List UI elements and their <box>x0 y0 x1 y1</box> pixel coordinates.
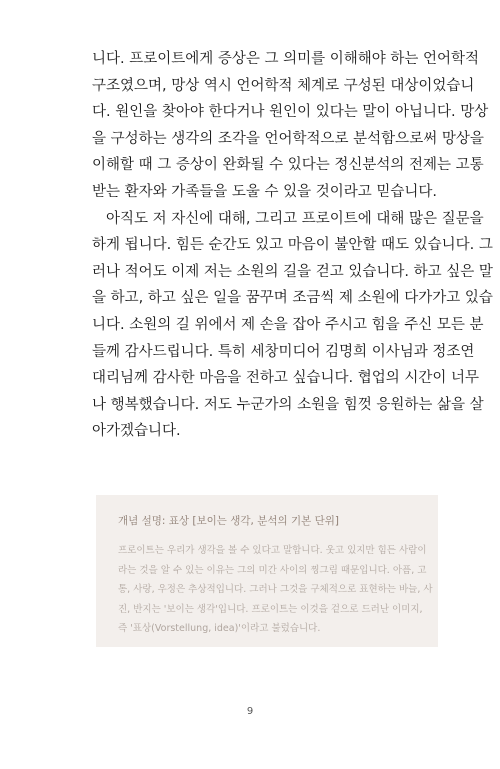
text-line: 아가겠습니다. <box>92 423 181 440</box>
concept-box-title: 개념 설명: 표상 [보이는 생각, 분석의 기본 단위] <box>118 515 340 527</box>
text-line: 을 구성하는 생각의 조각을 언어학적으로 분석함으로써 망상을 <box>92 130 484 147</box>
page-number: 9 <box>246 706 254 717</box>
concept-box <box>96 495 438 647</box>
concept-box-body <box>118 541 433 639</box>
text-line: 나 행복했습니다. 저도 누군가의 소원을 힘껏 응원하는 삶을 살 <box>92 396 484 413</box>
text-line: 구조였으며, 망상 역시 언어학적 체계로 구성된 대상이었습니 <box>92 77 475 94</box>
concept-line: 라는 것을 알 수 있는 이유는 그의 미간 사이의 찡그림 때문입니다. 아픔, 고 <box>118 564 427 576</box>
text-line: 아직도 저 자신에 대해, 그리고 프로이트에 대해 많은 질문을 <box>106 210 484 227</box>
text-line: 다. 원인을 찾아야 한다거나 원인이 있다는 말이 아닙니다. 망상 <box>92 104 489 121</box>
text-line: 들께 감사드립니다. 특히 세창미디어 김명희 이사님과 정조연 <box>92 343 475 360</box>
text-line: 대리님께 감사한 마음을 전하고 싶습니다. 협업의 시간이 너무 <box>92 370 480 387</box>
body-text <box>92 46 493 445</box>
paragraph <box>92 46 489 206</box>
text-line: 러나 적어도 이제 저는 소원의 길을 걷고 있습니다. 하고 싶은 말 <box>92 263 493 280</box>
concept-line: 즉 '표상(Vorstellung, idea)'이라고 불렀습니다. <box>118 623 321 635</box>
concept-line: 프로이트는 우리가 생각을 볼 수 있다고 말합니다. 웃고 있지만 힘든 사람이 <box>118 545 427 556</box>
text-line: 니다. 소원의 길 위에서 제 손을 잡아 주시고 힘을 주신 모든 분 <box>92 316 484 333</box>
concept-line: 통, 사랑, 우정은 추상적입니다. 그러나 그것을 구체적으로 표현하는 바늘, 사 <box>118 584 433 596</box>
concept-line: 진, 반지는 '보이는 생각'입니다. 프로이트는 이것을 겉으로 드러난 이미지, <box>118 603 423 615</box>
text-line: 니다. 프로이트에게 증상은 그 의미를 이해해야 하는 언어학적 <box>92 51 480 67</box>
text-line: 받는 환자와 가족들을 도울 수 있을 것이라고 믿습니다. <box>92 183 438 200</box>
paragraph <box>92 206 493 445</box>
text-line: 하게 됩니다. 힘든 순간도 있고 마음이 불안할 때도 있습니다. 그 <box>92 237 493 254</box>
text-line: 이해할 때 그 증상이 완화될 수 있다는 정신분석의 전제는 고통 <box>92 157 484 174</box>
text-line: 을 하고, 하고 싶은 일을 꿈꾸며 조금씩 제 소원에 다가가고 있습 <box>92 290 493 307</box>
